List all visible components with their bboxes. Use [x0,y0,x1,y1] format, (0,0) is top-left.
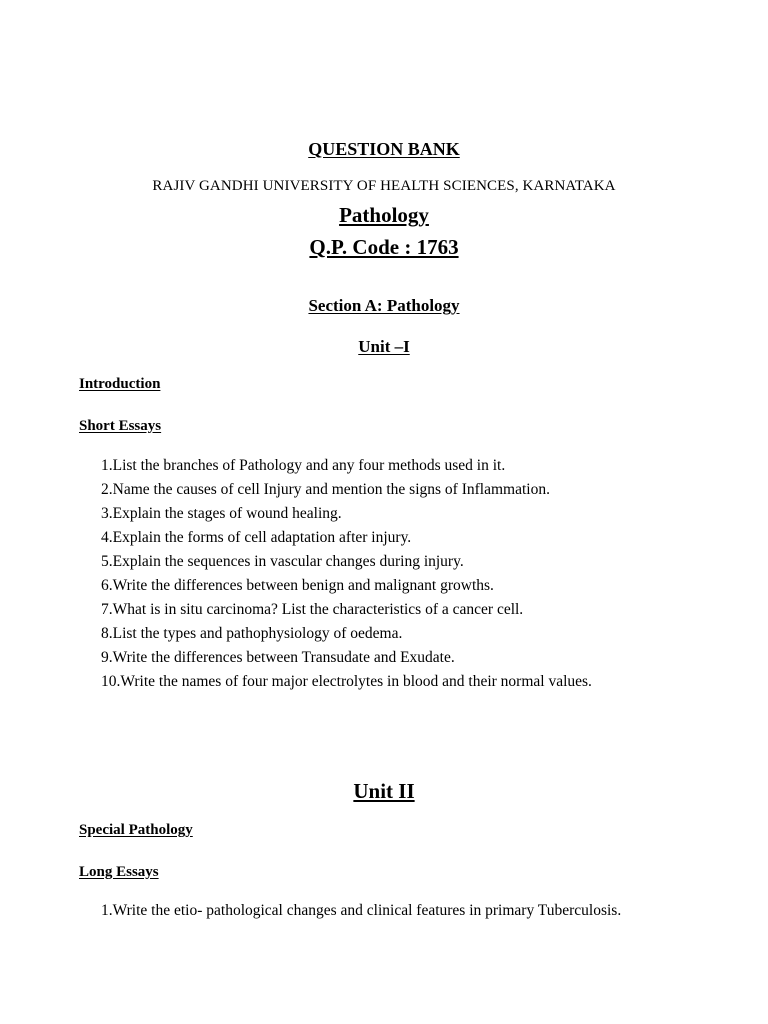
university-name: RAJIV GANDHI UNIVERSITY OF HEALTH SCIENCES, KARNATAKA [152,178,616,194]
question-item: 8.List the types and pathophysiology of oedema. [101,625,403,642]
unit2-topic-heading: Special Pathology [79,822,193,838]
question-item: 2.Name the causes of cell Injury and mention the signs of Inflammation. [101,481,550,498]
unit1-question-list [101,454,592,694]
question-item: 4.Explain the forms of cell adaptation after injury. [101,529,412,546]
subject-title: Pathology [339,203,429,227]
question-item: 5.Explain the sequences in vascular changes during injury. [101,553,464,570]
unit2-question-list [101,899,621,923]
question-item: 3.Explain the stages of wound healing. [101,505,342,522]
question-item: 7.What is in situ carcinoma? List the characteristics of a cancer cell. [101,601,524,618]
question-item: 1.Write the etio- pathological changes and clinical features in primary Tuberculosis. [101,902,622,919]
question-item: 10.Write the names of four major electrolytes in blood and their normal values. [101,673,592,690]
document-title: QUESTION BANK [308,139,460,159]
section-title: Section A: Pathology [308,296,460,315]
unit2-essay-type-heading: Long Essays [79,864,159,880]
unit1-essay-type-heading: Short Essays [79,418,162,434]
unit2-title: Unit II [353,779,415,803]
question-item: 9.Write the differences between Transudate and Exudate. [101,649,455,666]
unit1-title: Unit –I [358,337,410,356]
qp-code: Q.P. Code : 1763 [309,235,459,259]
question-item: 6.Write the differences between benign and malignant growths. [101,577,494,594]
unit1-topic-heading: Introduction [79,376,161,392]
question-item: 1.List the branches of Pathology and any four methods used in it. [101,457,506,474]
